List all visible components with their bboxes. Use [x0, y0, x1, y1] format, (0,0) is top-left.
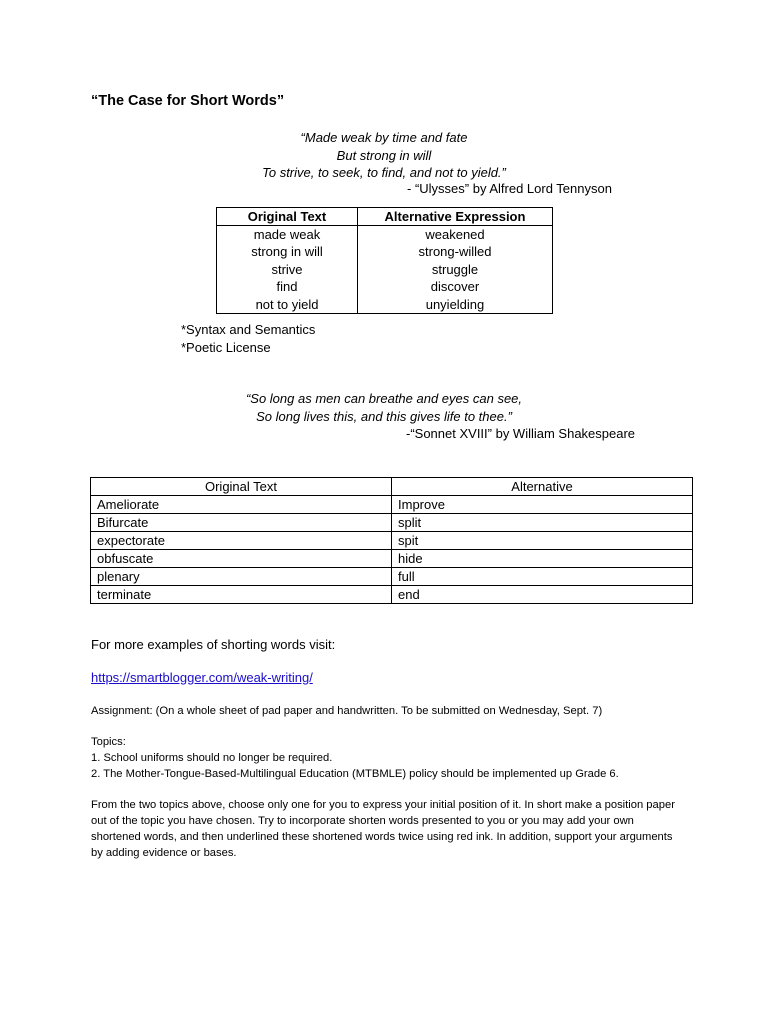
table-cell: struggle	[431, 261, 479, 277]
table-cell: weakened	[425, 227, 485, 242]
quote-line: “Made weak by time and fate	[300, 130, 468, 145]
table-cell: strong-willed	[418, 244, 492, 260]
note-item: *Poetic License	[181, 340, 271, 355]
table-row	[217, 243, 553, 260]
ulysses-attribution: - “Ulysses” by Alfred Lord Tennyson	[407, 181, 612, 196]
table-row	[91, 496, 693, 514]
note-item: *Syntax and Semantics	[181, 322, 316, 337]
table-cell: strive	[217, 261, 358, 278]
table-row	[91, 568, 693, 586]
table-cell: spit	[392, 532, 693, 550]
table-cell: discover	[430, 279, 480, 295]
topics-heading: Topics:	[91, 736, 126, 748]
table-cell: terminate	[91, 586, 392, 604]
quote-line: So long lives this, and this gives life to thee.”	[256, 408, 512, 424]
table-cell: strong in will	[217, 243, 358, 260]
table-cell: find	[217, 278, 358, 295]
topic-item: 2. The Mother-Tongue-Based-Multilingual Education (MTBMLE) policy should be implemented up Grade 6.	[91, 768, 619, 780]
column-header: Original Text	[217, 208, 358, 226]
table-row	[217, 296, 553, 314]
table-row	[91, 586, 693, 604]
table-cell: hide	[392, 550, 693, 568]
assignment-text: Assignment: (On a whole sheet of pad paper and handwritten. To be submitted on Wednesday, Sept. 7)	[91, 705, 603, 717]
table-row	[217, 278, 553, 295]
quote-line: But strong in will	[336, 147, 432, 163]
quote-line: To strive, to seek, to find, and not to yield.”	[262, 165, 506, 180]
table-row	[217, 226, 553, 244]
table-cell: Ameliorate	[91, 496, 392, 514]
table-cell: full	[392, 568, 693, 586]
table-row	[217, 261, 553, 278]
sonnet-attribution: -“Sonnet XVIII” by William Shakespeare	[406, 426, 636, 441]
topic-item: 1. School uniforms should no longer be required.	[91, 752, 333, 764]
table-header-row	[91, 478, 693, 496]
table-cell: split	[392, 514, 693, 532]
table-row	[91, 532, 693, 550]
more-examples-text: For more examples of shorting words visit:	[91, 637, 336, 652]
sonnet-quote	[0, 390, 768, 425]
page-title: “The Case for Short Words”	[91, 93, 285, 109]
table-cell: end	[392, 586, 693, 604]
table-cell: not to yield	[217, 296, 358, 314]
column-header: Alternative	[392, 478, 693, 496]
table-cell: Bifurcate	[91, 514, 392, 532]
table-row	[91, 514, 693, 532]
smartblogger-link[interactable]: https://smartblogger.com/weak-writing/	[91, 670, 313, 685]
quote-line: “So long as men can breathe and eyes can see,	[245, 391, 523, 406]
table-cell: Improve	[392, 496, 693, 514]
table-header-row	[217, 208, 553, 226]
table-cell: plenary	[91, 568, 392, 586]
column-header: Original Text	[91, 478, 392, 496]
notes-list	[181, 321, 315, 357]
table-row	[91, 550, 693, 568]
instructions-paragraph: From the two topics above, choose only one for you to express your initial position of it. In short make a position paper out of the topic you have chosen. Try to incorporate shorten words presented to you or you may add your own shortened words, and then underlined these shortened words twice using red ink. In addition, support your arguments by adding evidence or bases.	[91, 799, 675, 859]
table-cell: expectorate	[91, 532, 392, 550]
ulysses-quote	[0, 129, 768, 182]
alternative-words-table	[90, 477, 693, 604]
table-cell: unyielding	[425, 296, 485, 312]
column-header: Alternative Expression	[358, 208, 553, 226]
short-words-table	[216, 207, 553, 314]
table-cell: made weak	[217, 226, 358, 244]
table-cell: obfuscate	[91, 550, 392, 568]
topics-section	[91, 734, 619, 782]
